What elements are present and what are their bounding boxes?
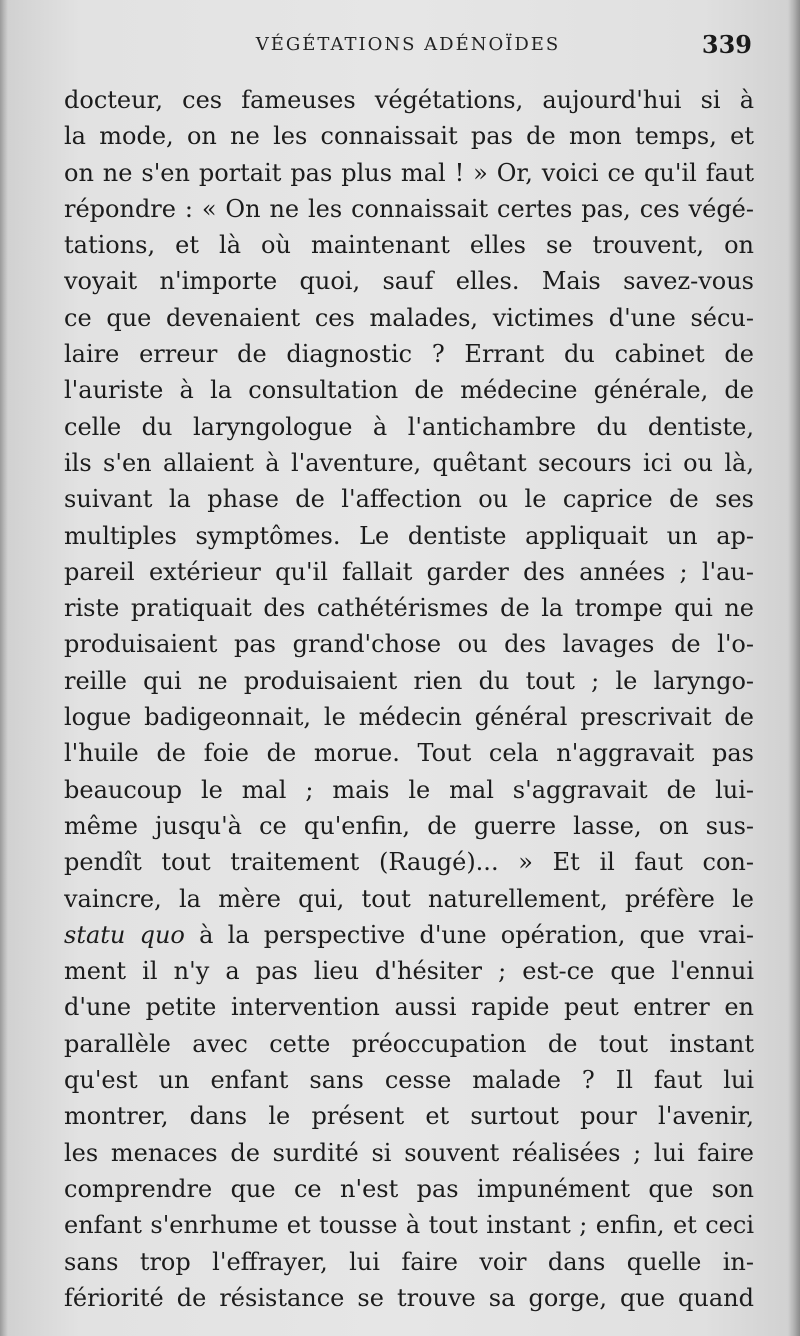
- text-line: d'une petite intervention aussi rapide peut entrer en: [64, 993, 754, 1022]
- text-line: ce que devenaient ces malades, victimes d'une sécu-: [64, 303, 754, 332]
- text-line: fériorité de résistance se trouve sa gorge, que quand: [64, 1283, 754, 1312]
- page-right-shadow: [788, 0, 800, 1336]
- running-header: [64, 30, 752, 64]
- text-line-rest: à la perspective d'une opération, que vrai-: [184, 920, 754, 949]
- text-line: laire erreur de diagnostic ? Errant du cabinet de: [64, 340, 754, 369]
- text-line: tations, et là où maintenant elles se trouvent, on: [64, 231, 754, 260]
- text-line: multiples symptômes. Le dentiste appliquait un ap-: [64, 521, 754, 550]
- text-line: les menaces de surdité si souvent réalisées ; lui faire: [64, 1138, 754, 1167]
- text-line: pendît tout traitement (Raugé)... » Et il faut con-: [64, 848, 754, 877]
- text-line: enfant s'enrhume et tousse à tout instant ; enfin, et ceci: [64, 1211, 754, 1240]
- text-line: logue badigeonnait, le médecin général prescrivait de: [64, 703, 754, 732]
- text-line: la mode, on ne les connaissait pas de mon temps, et: [64, 122, 754, 151]
- text-line: l'huile de foie de morue. Tout cela n'aggravait pas: [64, 739, 754, 768]
- text-line: suivant la phase de l'affection ou le caprice de ses: [64, 485, 754, 514]
- page-number: 339: [701, 30, 752, 59]
- text-line: vaincre, la mère qui, tout naturellement, préfère le: [64, 884, 754, 913]
- text-line: même jusqu'à ce qu'enfin, de guerre lasse, on sus-: [64, 811, 754, 840]
- running-title: VÉGÉTATIONS ADÉNOÏDES: [255, 34, 561, 55]
- text-line: sans trop l'effrayer, lui faire voir dans quelle in-: [64, 1247, 754, 1276]
- page-left-shadow: [0, 0, 8, 1336]
- text-line: pareil extérieur qu'il fallait garder des années ; l'au-: [64, 557, 754, 586]
- text-line: voyait n'importe quoi, sauf elles. Mais savez-vous: [64, 267, 754, 296]
- text-line: l'auriste à la consultation de médecine générale, de: [64, 376, 754, 405]
- text-line: qu'est un enfant sans cesse malade ? Il faut lui: [64, 1066, 754, 1095]
- italic-phrase: statu quo: [64, 920, 185, 949]
- text-line: celle du laryngologue à l'antichambre du dentiste,: [64, 412, 754, 441]
- body-text: [64, 82, 754, 1316]
- text-line: parallèle avec cette préoccupation de tout instant: [64, 1029, 754, 1058]
- text-line: comprendre que ce n'est pas impunément que son: [64, 1174, 754, 1203]
- text-line: ils s'en allaient à l'aventure, quêtant secours ici ou là,: [64, 448, 754, 477]
- text-line-with-italic: [64, 917, 754, 953]
- text-line: ment il n'y a pas lieu d'hésiter ; est-ce que l'ennui: [64, 957, 754, 986]
- text-line: riste pratiquait des cathétérismes de la trompe qui ne: [64, 594, 754, 623]
- text-line: docteur, ces fameuses végétations, aujourd'hui si à: [64, 86, 754, 114]
- text-line: reille qui ne produisaient rien du tout ; le laryngo-: [64, 666, 754, 695]
- text-line: montrer, dans le présent et surtout pour l'avenir,: [64, 1102, 754, 1131]
- text-line: beaucoup le mal ; mais le mal s'aggravait de lui-: [64, 775, 754, 804]
- text-line: produisaient pas grand'chose ou des lavages de l'o-: [64, 630, 754, 659]
- text-line: répondre : « On ne les connaissait certes pas, ces végé-: [64, 194, 754, 223]
- text-line: on ne s'en portait pas plus mal ! » Or, voici ce qu'il faut: [64, 158, 754, 187]
